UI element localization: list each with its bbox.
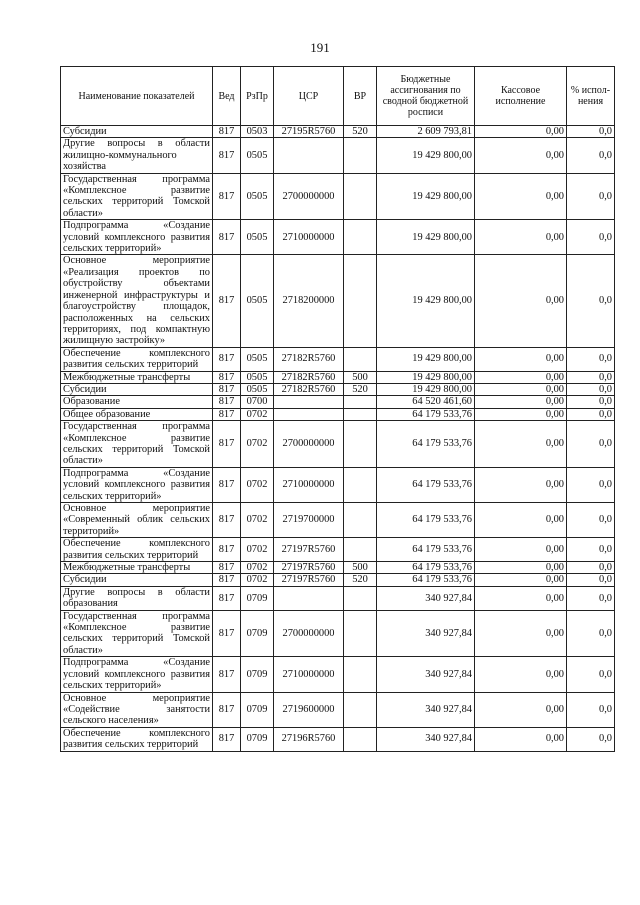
- table-row: [61, 421, 615, 468]
- row-rzpr-cell: 0702: [241, 538, 274, 562]
- table-row: [61, 657, 615, 692]
- row-kassa-cell: 0,00: [475, 173, 567, 220]
- row-kassa-cell: 0,00: [475, 421, 567, 468]
- row-name-cell: Другие вопросы в области жилищно-коммунального хозяйства: [61, 138, 213, 173]
- row-budget-cell: 19 429 800,00: [377, 255, 475, 347]
- table-row: [61, 173, 615, 220]
- table-row: [61, 220, 615, 255]
- table-row: [61, 347, 615, 371]
- row-ved-cell: 817: [213, 396, 241, 408]
- row-name-cell: Государственная программа «Комплексное развитие сельских территорий Томской области»: [61, 421, 213, 468]
- row-vr-cell: [344, 138, 377, 173]
- row-pct-cell: 0,0: [567, 255, 615, 347]
- row-name-cell: Основное мероприятие «Современный облик сельских территорий»: [61, 503, 213, 538]
- row-csr-cell: [274, 586, 344, 610]
- row-budget-cell: 64 179 533,76: [377, 467, 475, 502]
- table-row: [61, 467, 615, 502]
- row-csr-cell: 2718200000: [274, 255, 344, 347]
- row-csr-cell: 2710000000: [274, 657, 344, 692]
- table-row: [61, 727, 615, 751]
- row-vr-cell: [344, 173, 377, 220]
- row-rzpr-cell: 0702: [241, 562, 274, 574]
- row-rzpr-cell: 0709: [241, 692, 274, 727]
- row-kassa-cell: 0,00: [475, 692, 567, 727]
- row-ved-cell: 817: [213, 692, 241, 727]
- row-ved-cell: 817: [213, 586, 241, 610]
- row-name-cell: Образование: [61, 396, 213, 408]
- row-pct-cell: 0,0: [567, 347, 615, 371]
- row-csr-cell: [274, 138, 344, 173]
- row-rzpr-cell: 0709: [241, 657, 274, 692]
- row-kassa-cell: 0,00: [475, 371, 567, 383]
- row-ved-cell: 817: [213, 574, 241, 586]
- row-vr-cell: [344, 692, 377, 727]
- row-budget-cell: 340 927,84: [377, 657, 475, 692]
- row-kassa-cell: 0,00: [475, 383, 567, 395]
- row-budget-cell: 64 520 461,60: [377, 396, 475, 408]
- row-name-cell: Межбюджетные трансферты: [61, 562, 213, 574]
- row-kassa-cell: 0,00: [475, 220, 567, 255]
- row-ved-cell: 817: [213, 138, 241, 173]
- header-rzpr: РзПр: [241, 67, 274, 126]
- row-csr-cell: 2710000000: [274, 220, 344, 255]
- row-name-cell: Основное мероприятие «Реализация проектов по обустройству объектами инженерной инфраструктуры и благоустройству площадок, расположенных на сельских территориях, под компактную жилищную застройку»: [61, 255, 213, 347]
- row-name-cell: Субсидии: [61, 126, 213, 138]
- table-row: [61, 371, 615, 383]
- row-vr-cell: 520: [344, 383, 377, 395]
- row-ved-cell: 817: [213, 657, 241, 692]
- row-budget-cell: 340 927,84: [377, 610, 475, 657]
- row-pct-cell: 0,0: [567, 586, 615, 610]
- header-budget: Бюджетные ассигнования по сводной бюджетной росписи: [377, 67, 475, 126]
- row-ved-cell: 817: [213, 173, 241, 220]
- row-rzpr-cell: 0505: [241, 371, 274, 383]
- table-row: [61, 503, 615, 538]
- row-ved-cell: 817: [213, 383, 241, 395]
- row-kassa-cell: 0,00: [475, 586, 567, 610]
- row-budget-cell: 64 179 533,76: [377, 538, 475, 562]
- row-ved-cell: 817: [213, 126, 241, 138]
- row-vr-cell: [344, 396, 377, 408]
- row-budget-cell: 64 179 533,76: [377, 562, 475, 574]
- row-rzpr-cell: 0503: [241, 126, 274, 138]
- row-vr-cell: 520: [344, 574, 377, 586]
- row-kassa-cell: 0,00: [475, 727, 567, 751]
- row-pct-cell: 0,0: [567, 727, 615, 751]
- row-vr-cell: [344, 467, 377, 502]
- row-csr-cell: [274, 396, 344, 408]
- row-pct-cell: 0,0: [567, 173, 615, 220]
- row-pct-cell: 0,0: [567, 126, 615, 138]
- row-kassa-cell: 0,00: [475, 467, 567, 502]
- row-csr-cell: 27197R5760: [274, 562, 344, 574]
- table-row: [61, 586, 615, 610]
- row-csr-cell: 2700000000: [274, 173, 344, 220]
- row-kassa-cell: 0,00: [475, 503, 567, 538]
- page-number: 191: [310, 40, 330, 55]
- row-csr-cell: 27182R5760: [274, 347, 344, 371]
- row-kassa-cell: 0,00: [475, 255, 567, 347]
- table-row: [61, 255, 615, 347]
- row-vr-cell: [344, 586, 377, 610]
- row-pct-cell: 0,0: [567, 383, 615, 395]
- row-budget-cell: 19 429 800,00: [377, 138, 475, 173]
- row-ved-cell: 817: [213, 408, 241, 420]
- row-vr-cell: [344, 347, 377, 371]
- row-name-cell: Субсидии: [61, 383, 213, 395]
- row-ved-cell: 817: [213, 467, 241, 502]
- row-rzpr-cell: 0505: [241, 255, 274, 347]
- row-vr-cell: [344, 610, 377, 657]
- row-vr-cell: 500: [344, 562, 377, 574]
- row-rzpr-cell: 0702: [241, 408, 274, 420]
- row-budget-cell: 64 179 533,76: [377, 421, 475, 468]
- row-ved-cell: 817: [213, 347, 241, 371]
- row-budget-cell: 64 179 533,76: [377, 574, 475, 586]
- table-row: [61, 538, 615, 562]
- header-name: Наименование показателей: [61, 67, 213, 126]
- row-budget-cell: 64 179 533,76: [377, 408, 475, 420]
- row-name-cell: Общее образование: [61, 408, 213, 420]
- table-body: [61, 126, 615, 752]
- row-kassa-cell: 0,00: [475, 347, 567, 371]
- row-csr-cell: 27195R5760: [274, 126, 344, 138]
- row-pct-cell: 0,0: [567, 371, 615, 383]
- row-ved-cell: 817: [213, 255, 241, 347]
- row-kassa-cell: 0,00: [475, 126, 567, 138]
- table-header-row: [61, 67, 615, 126]
- row-budget-cell: 19 429 800,00: [377, 383, 475, 395]
- row-name-cell: Подпрограмма «Создание условий комплексного развития сельских территорий»: [61, 220, 213, 255]
- row-ved-cell: 817: [213, 562, 241, 574]
- row-pct-cell: 0,0: [567, 408, 615, 420]
- row-kassa-cell: 0,00: [475, 562, 567, 574]
- row-ved-cell: 817: [213, 538, 241, 562]
- header-ved: Вед: [213, 67, 241, 126]
- row-budget-cell: 64 179 533,76: [377, 503, 475, 538]
- row-pct-cell: 0,0: [567, 574, 615, 586]
- row-rzpr-cell: 0709: [241, 727, 274, 751]
- row-pct-cell: 0,0: [567, 610, 615, 657]
- row-name-cell: Подпрограмма «Создание условий комплексного развития сельских территорий»: [61, 657, 213, 692]
- row-budget-cell: 2 609 793,81: [377, 126, 475, 138]
- table-row: [61, 396, 615, 408]
- row-budget-cell: 19 429 800,00: [377, 220, 475, 255]
- header-vr: ВР: [344, 67, 377, 126]
- header-pct: % испол-нения: [567, 67, 615, 126]
- row-pct-cell: 0,0: [567, 657, 615, 692]
- row-name-cell: Субсидии: [61, 574, 213, 586]
- row-name-cell: Обеспечение комплексного развития сельских территорий: [61, 347, 213, 371]
- table-row: [61, 383, 615, 395]
- row-budget-cell: 19 429 800,00: [377, 347, 475, 371]
- row-kassa-cell: 0,00: [475, 396, 567, 408]
- table-row: [61, 408, 615, 420]
- row-rzpr-cell: 0505: [241, 138, 274, 173]
- row-pct-cell: 0,0: [567, 562, 615, 574]
- row-ved-cell: 817: [213, 220, 241, 255]
- header-csr: ЦСР: [274, 67, 344, 126]
- row-kassa-cell: 0,00: [475, 138, 567, 173]
- row-vr-cell: [344, 408, 377, 420]
- row-kassa-cell: 0,00: [475, 610, 567, 657]
- row-rzpr-cell: 0505: [241, 347, 274, 371]
- row-ved-cell: 817: [213, 421, 241, 468]
- row-vr-cell: [344, 538, 377, 562]
- table-row: [61, 126, 615, 138]
- row-budget-cell: 19 429 800,00: [377, 371, 475, 383]
- row-csr-cell: 2700000000: [274, 610, 344, 657]
- budget-execution-table: [60, 66, 615, 752]
- row-csr-cell: 27197R5760: [274, 574, 344, 586]
- row-rzpr-cell: 0505: [241, 173, 274, 220]
- row-rzpr-cell: 0709: [241, 586, 274, 610]
- row-rzpr-cell: 0702: [241, 467, 274, 502]
- row-budget-cell: 340 927,84: [377, 586, 475, 610]
- row-rzpr-cell: 0505: [241, 220, 274, 255]
- row-csr-cell: 2719600000: [274, 692, 344, 727]
- row-pct-cell: 0,0: [567, 138, 615, 173]
- row-ved-cell: 817: [213, 503, 241, 538]
- row-kassa-cell: 0,00: [475, 538, 567, 562]
- table-row: [61, 610, 615, 657]
- row-name-cell: Государственная программа «Комплексное развитие сельских территорий Томской области»: [61, 173, 213, 220]
- row-name-cell: Обеспечение комплексного развития сельских территорий: [61, 538, 213, 562]
- row-rzpr-cell: 0709: [241, 610, 274, 657]
- table-row: [61, 574, 615, 586]
- row-vr-cell: [344, 657, 377, 692]
- row-pct-cell: 0,0: [567, 421, 615, 468]
- row-name-cell: Другие вопросы в области образования: [61, 586, 213, 610]
- row-rzpr-cell: 0702: [241, 421, 274, 468]
- row-name-cell: Государственная программа «Комплексное развитие сельских территорий Томской области»: [61, 610, 213, 657]
- row-pct-cell: 0,0: [567, 692, 615, 727]
- row-vr-cell: [344, 727, 377, 751]
- row-pct-cell: 0,0: [567, 503, 615, 538]
- row-csr-cell: 2700000000: [274, 421, 344, 468]
- row-vr-cell: [344, 255, 377, 347]
- row-name-cell: Основное мероприятие «Содействие занятости сельского населения»: [61, 692, 213, 727]
- row-vr-cell: 520: [344, 126, 377, 138]
- header-kassa: Кассовое исполнение: [475, 67, 567, 126]
- row-ved-cell: 817: [213, 371, 241, 383]
- row-ved-cell: 817: [213, 610, 241, 657]
- row-csr-cell: 27197R5760: [274, 538, 344, 562]
- table-row: [61, 138, 615, 173]
- row-kassa-cell: 0,00: [475, 408, 567, 420]
- row-csr-cell: [274, 408, 344, 420]
- row-vr-cell: 500: [344, 371, 377, 383]
- row-vr-cell: [344, 421, 377, 468]
- row-csr-cell: 2719700000: [274, 503, 344, 538]
- row-budget-cell: 19 429 800,00: [377, 173, 475, 220]
- row-name-cell: Обеспечение комплексного развития сельских территорий: [61, 727, 213, 751]
- row-vr-cell: [344, 503, 377, 538]
- row-pct-cell: 0,0: [567, 467, 615, 502]
- row-csr-cell: 27196R5760: [274, 727, 344, 751]
- row-ved-cell: 817: [213, 727, 241, 751]
- row-budget-cell: 340 927,84: [377, 692, 475, 727]
- row-pct-cell: 0,0: [567, 220, 615, 255]
- row-rzpr-cell: 0702: [241, 574, 274, 586]
- row-rzpr-cell: 0702: [241, 503, 274, 538]
- row-pct-cell: 0,0: [567, 538, 615, 562]
- table-row: [61, 562, 615, 574]
- row-name-cell: Подпрограмма «Создание условий комплексного развития сельских территорий»: [61, 467, 213, 502]
- row-vr-cell: [344, 220, 377, 255]
- row-csr-cell: 2710000000: [274, 467, 344, 502]
- row-pct-cell: 0,0: [567, 396, 615, 408]
- row-csr-cell: 27182R5760: [274, 383, 344, 395]
- row-rzpr-cell: 0700: [241, 396, 274, 408]
- row-budget-cell: 340 927,84: [377, 727, 475, 751]
- row-name-cell: Межбюджетные трансферты: [61, 371, 213, 383]
- table-row: [61, 692, 615, 727]
- row-rzpr-cell: 0505: [241, 383, 274, 395]
- row-csr-cell: 27182R5760: [274, 371, 344, 383]
- row-kassa-cell: 0,00: [475, 574, 567, 586]
- row-kassa-cell: 0,00: [475, 657, 567, 692]
